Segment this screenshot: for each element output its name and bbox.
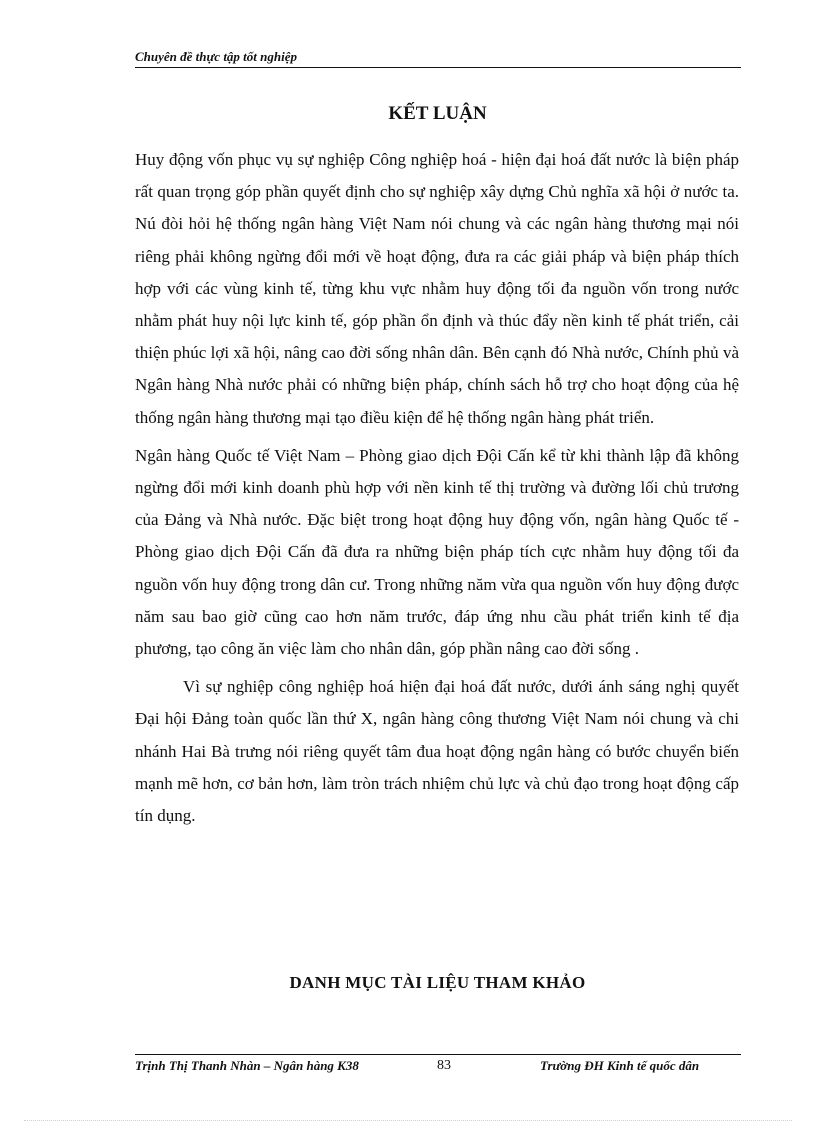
body-text bbox=[135, 144, 739, 838]
paragraph-2: Ngân hàng Quốc tế Việt Nam – Phòng giao dịch Đội Cấn kể từ khi thành lập đã không ngừng đổi mới kinh doanh phù hợp với nền kinh tế thị trường và đường lối chủ trương của Đảng và Nhà nước. Đặc biệt trong hoạt động huy động vốn, ngân hàng Quốc tế - Phòng giao dịch Đội Cấn đã đưa ra những biện pháp tích cực nhằm huy động tối đa nguồn vốn huy động trong dân cư. Trong những năm vừa qua nguồn vốn huy động được năm sau bao giờ cũng cao hơn năm trước, đáp ứng nhu cầu phát triển kinh tế địa phương, tạo công ăn việc làm cho nhân dân, góp phần nâng cao đời sống . bbox=[135, 445, 739, 659]
footer-author: Trịnh Thị Thanh Nhàn – Ngân hàng K38 bbox=[135, 1058, 359, 1073]
page-bottom-edge bbox=[24, 1120, 792, 1121]
paragraph-3: Vì sự nghiệp công nghiệp hoá hiện đại hoá đất nước, dưới ánh sáng nghị quyết Đại hội Đảng toàn quốc lần thứ X, ngân hàng công thương Việt Nam nói chung và chi nhánh Hai Bà trưng nói riêng quyết tâm đua hoạt động ngân hàng có bước chuyển biến mạnh mẽ hơn, cơ bản hơn, làm tròn trách nhiệm chủ lực và chủ đạo trong hoạt động cấp tín dụng. bbox=[135, 677, 739, 826]
footer-school: Trường ĐH Kinh tế quốc dân bbox=[540, 1058, 700, 1073]
section-title: KẾT LUẬN bbox=[388, 103, 487, 124]
footer-divider bbox=[135, 1054, 741, 1055]
running-header: Chuyên đề thực tập tốt nghiệp bbox=[135, 49, 297, 64]
header-divider bbox=[135, 67, 741, 68]
references-heading: DANH MỤC TÀI LIỆU THAM KHẢO bbox=[289, 973, 586, 992]
paragraph-1: Huy động vốn phục vụ sự nghiệp Công nghiệp hoá - hiện đại hoá đất nước là biện pháp rất quan trọng góp phần quyết định cho sự nghiệp xây dựng Chủ nghĩa xã hội ở nước ta. Nú đòi hỏi hệ thống ngân hàng Việt Nam nói chung và các ngân hàng thương mại nói riêng phải không ngừng đổi mới về hoạt động, đưa ra các giải pháp và biện pháp thích hợp với các vùng kinh tế, từng khu vực nhằm huy động tối đa nguồn vốn trong nước nhằm phát huy nội lực kinh tế, góp phần ổn định và thúc đẩy nền kinh tế phát triển, cải thiện phúc lợi xã hội, nâng cao đời sống nhân dân. Bên cạnh đó Nhà nước, Chính phủ và Ngân hàng Nhà nước phải có những biện pháp, chính sách hỗ trợ cho hoạt động của hệ thống ngân hàng thương mại tạo điều kiện để hệ thống ngân hàng phát triển. bbox=[135, 150, 739, 427]
page-number: 83 bbox=[437, 1058, 451, 1073]
